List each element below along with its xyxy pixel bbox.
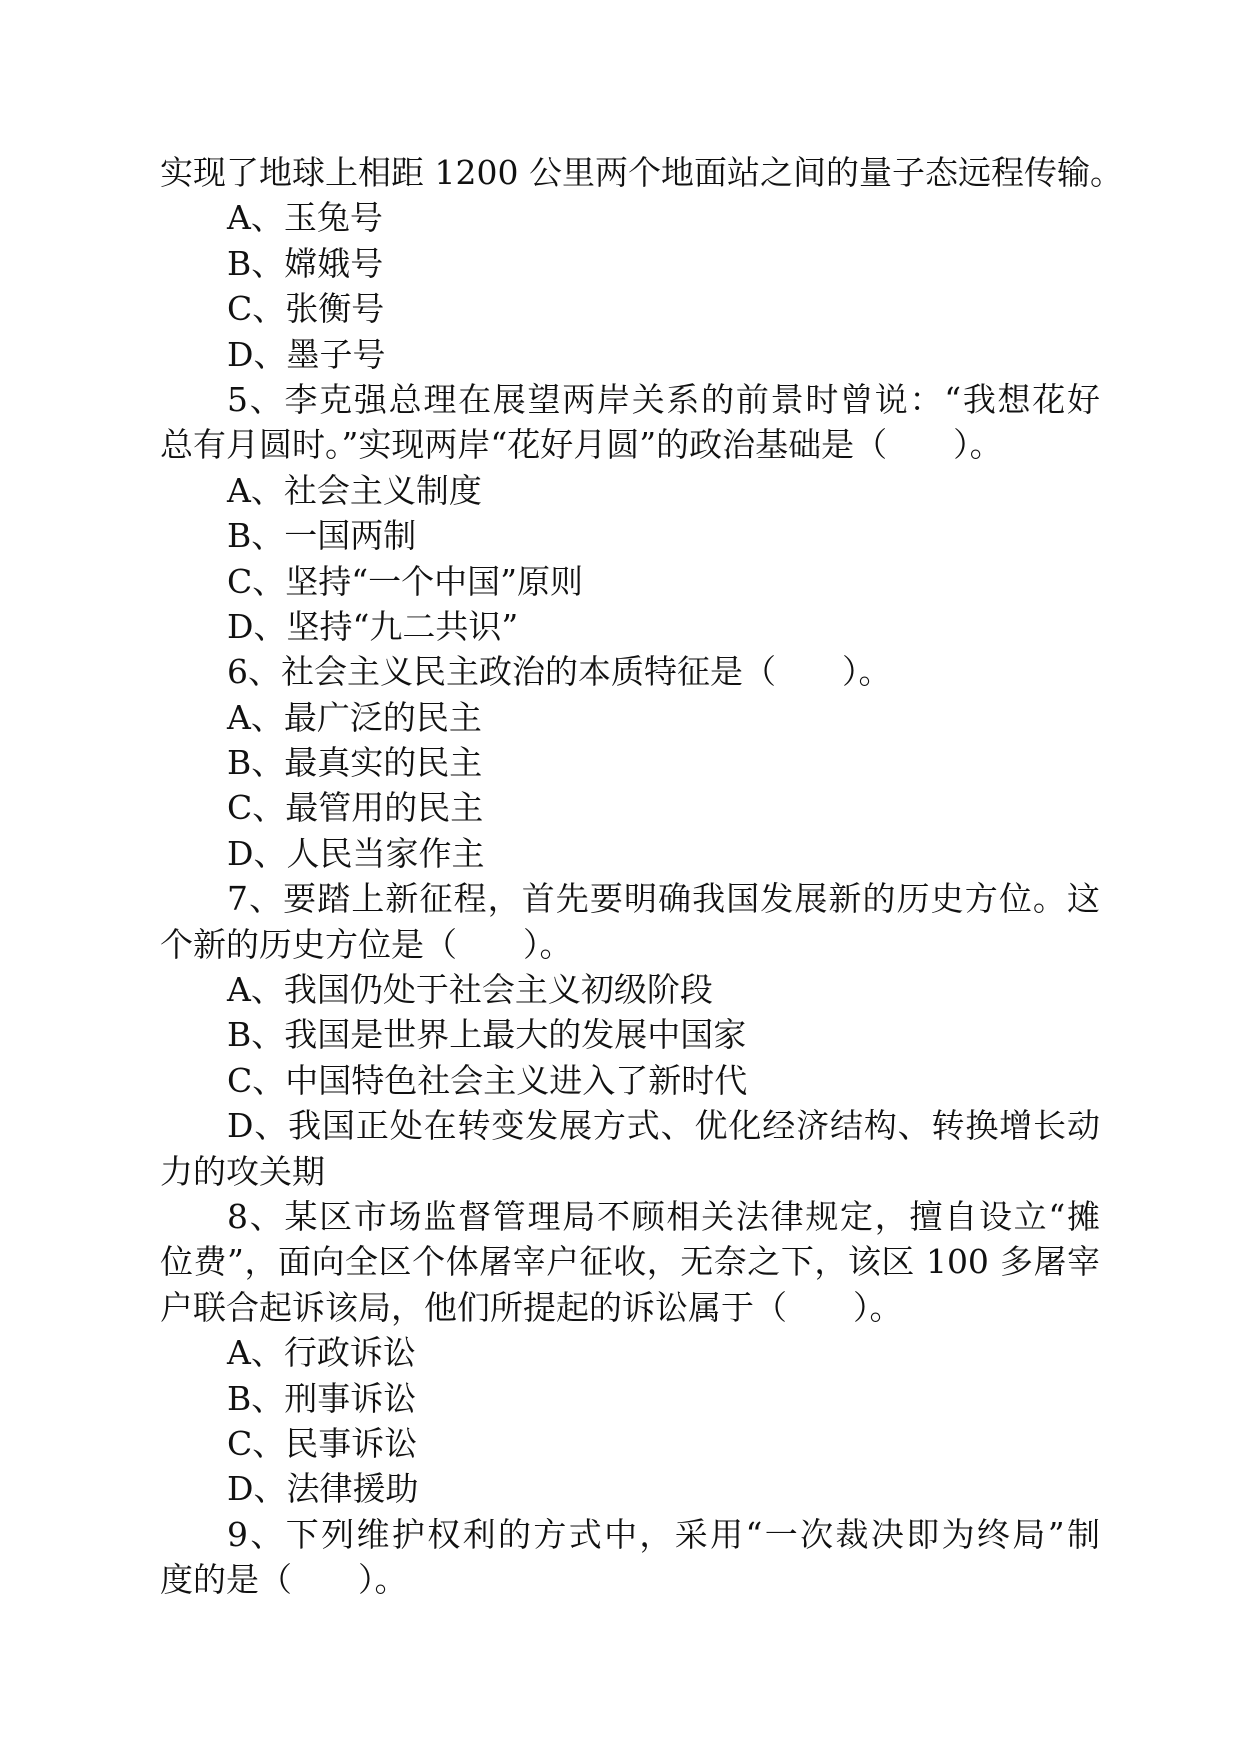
question-5-stem-line-2: 总有月圆时。”实现两岸“花好月圆”的政治基础是（ ）。: [160, 425, 1003, 465]
question-9-stem-line-1: 9、下列维护权利的方式中，采用“一次裁决即为终局”制: [227, 1514, 1100, 1554]
q4-option-a: A、玉兔号: [227, 198, 383, 238]
document-page: [160, 150, 1123, 1603]
q7-option-b: B、我国是世界上最大的发展中国家: [227, 1015, 747, 1055]
question-8-stem-line-1: 8、某区市场监督管理局不顾相关法律规定，擅自设立“摊: [227, 1196, 1100, 1236]
question-6-stem: 6、社会主义民主政治的本质特征是（ ）。: [227, 652, 892, 692]
q6-option-b: B、最真实的民主: [227, 743, 483, 783]
q4-option-c: C、张衡号: [227, 289, 385, 329]
q5-option-a: A、社会主义制度: [227, 470, 482, 510]
q5-option-b: B、一国两制: [227, 516, 417, 556]
q8-option-a: A、行政诉讼: [227, 1333, 416, 1373]
q6-option-c: C、最管用的民主: [227, 788, 484, 828]
q4-option-d: D、墨子号: [227, 334, 386, 374]
q5-option-c: C、坚持“一个中国”原则: [227, 561, 583, 601]
question-7-stem-line-2: 个新的历史方位是（ ）。: [160, 924, 573, 964]
question-7-stem-line-1: 7、要踏上新征程，首先要明确我国发展新的历史方位。这: [227, 879, 1100, 919]
question-5-stem-line-1: 5、李克强总理在展望两岸关系的前景时曾说：“我想花好: [227, 379, 1100, 419]
q4-option-b: B、嫦娥号: [227, 243, 384, 283]
q8-option-c: C、民事诉讼: [227, 1423, 418, 1463]
q6-option-a: A、最广泛的民主: [227, 697, 482, 737]
question-8-stem-line-2: 位费”，面向全区个体屠宰户征收，无奈之下，该区 100 多屠宰: [160, 1242, 1100, 1282]
q7-option-a: A、我国仍处于社会主义初级阶段: [227, 970, 713, 1010]
question-8-stem-line-3: 户联合起诉该局，他们所提起的诉讼属于（ ）。: [160, 1287, 903, 1327]
q7-option-d-line-2: 力的攻关期: [160, 1151, 325, 1191]
q7-option-d-line-1: D、我国正处在转变发展方式、优化经济结构、转换增长动: [227, 1106, 1100, 1146]
q5-option-d: D、坚持“九二共识”: [227, 606, 519, 646]
q8-option-b: B、刑事诉讼: [227, 1378, 417, 1418]
q6-option-d: D、人民当家作主: [227, 833, 485, 873]
question-4-stem-tail: 实现了地球上相距 1200 公里两个地面站之间的量子态远程传输。: [160, 153, 1123, 192]
question-9-stem-line-2: 度的是（ ）。: [160, 1560, 408, 1600]
q8-option-d: D、法律援助: [227, 1469, 419, 1509]
q7-option-c: C、中国特色社会主义进入了新时代: [227, 1060, 748, 1100]
